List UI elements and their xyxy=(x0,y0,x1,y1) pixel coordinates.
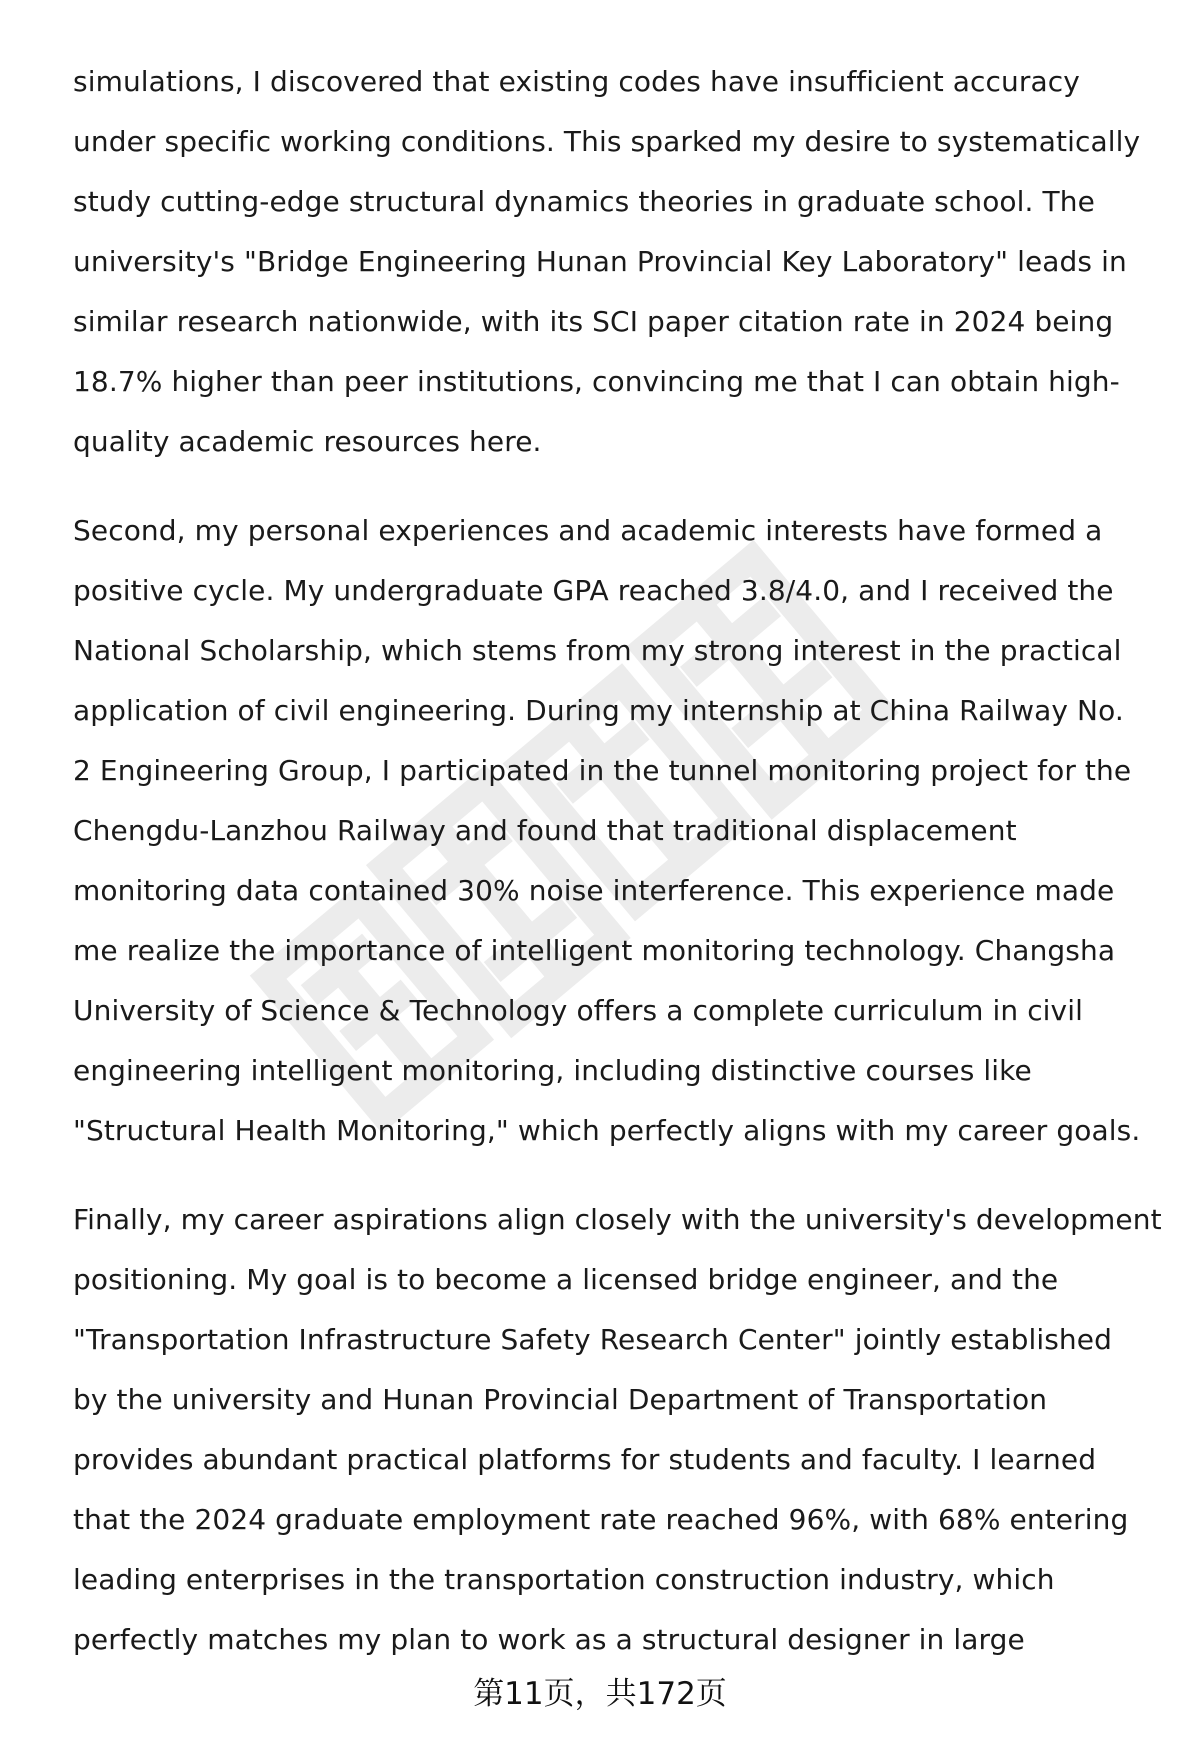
text-line: "Structural Health Monitoring," which perfectly aligns with my career goals. xyxy=(73,1114,1141,1147)
text-line: 18.7% higher than peer institutions, convincing me that I can obtain high- xyxy=(73,365,1120,398)
text-line: leading enterprises in the transportation construction industry, which xyxy=(73,1563,1055,1596)
text-line: under specific working conditions. This sparked my desire to systematically xyxy=(73,125,1141,158)
text-line: engineering intelligent monitoring, including distinctive courses like xyxy=(73,1054,1032,1087)
paragraph-1 xyxy=(73,52,1163,472)
text-line: positive cycle. My undergraduate GPA reached 3.8/4.0, and I received the xyxy=(73,574,1114,607)
text-line: me realize the importance of intelligent monitoring technology. Changsha xyxy=(73,934,1116,967)
text-line: simulations, I discovered that existing codes have insufficient accuracy xyxy=(73,65,1080,98)
text-line: Chengdu-Lanzhou Railway and found that traditional displacement xyxy=(73,814,1017,847)
text-line: by the university and Hunan Provincial Department of Transportation xyxy=(73,1383,1048,1416)
page-number-footer: 第11页，共172页 xyxy=(473,1676,727,1712)
paragraph-3 xyxy=(73,1190,1163,1670)
text-line: that the 2024 graduate employment rate reached 96%, with 68% entering xyxy=(73,1503,1129,1536)
text-line: 2 Engineering Group, I participated in the tunnel monitoring project for the xyxy=(73,754,1132,787)
body-text xyxy=(73,52,1163,1699)
text-line: National Scholarship, which stems from my strong interest in the practical xyxy=(73,634,1122,667)
text-line: similar research nationwide, with its SCI paper citation rate in 2024 being xyxy=(73,305,1114,338)
text-line: perfectly matches my plan to work as a structural designer in large xyxy=(73,1623,1025,1656)
text-line: quality academic resources here. xyxy=(73,425,542,458)
text-line: University of Science & Technology offers a complete curriculum in civil xyxy=(73,994,1083,1027)
paragraph-2 xyxy=(73,501,1163,1161)
text-line: monitoring data contained 30% noise interference. This experience made xyxy=(73,874,1115,907)
text-line: university's "Bridge Engineering Hunan Provincial Key Laboratory" leads in xyxy=(73,245,1127,278)
text-line: application of civil engineering. During my internship at China Railway No. xyxy=(73,694,1124,727)
text-line: Second, my personal experiences and academic interests have formed a xyxy=(73,514,1103,547)
text-line: positioning. My goal is to become a licensed bridge engineer, and the xyxy=(73,1263,1059,1296)
text-line: Finally, my career aspirations align closely with the university's development xyxy=(73,1203,1162,1236)
text-line: "Transportation Infrastructure Safety Research Center" jointly established xyxy=(73,1323,1112,1356)
text-line: provides abundant practical platforms for students and faculty. I learned xyxy=(73,1443,1097,1476)
text-line: study cutting-edge structural dynamics theories in graduate school. The xyxy=(73,185,1095,218)
